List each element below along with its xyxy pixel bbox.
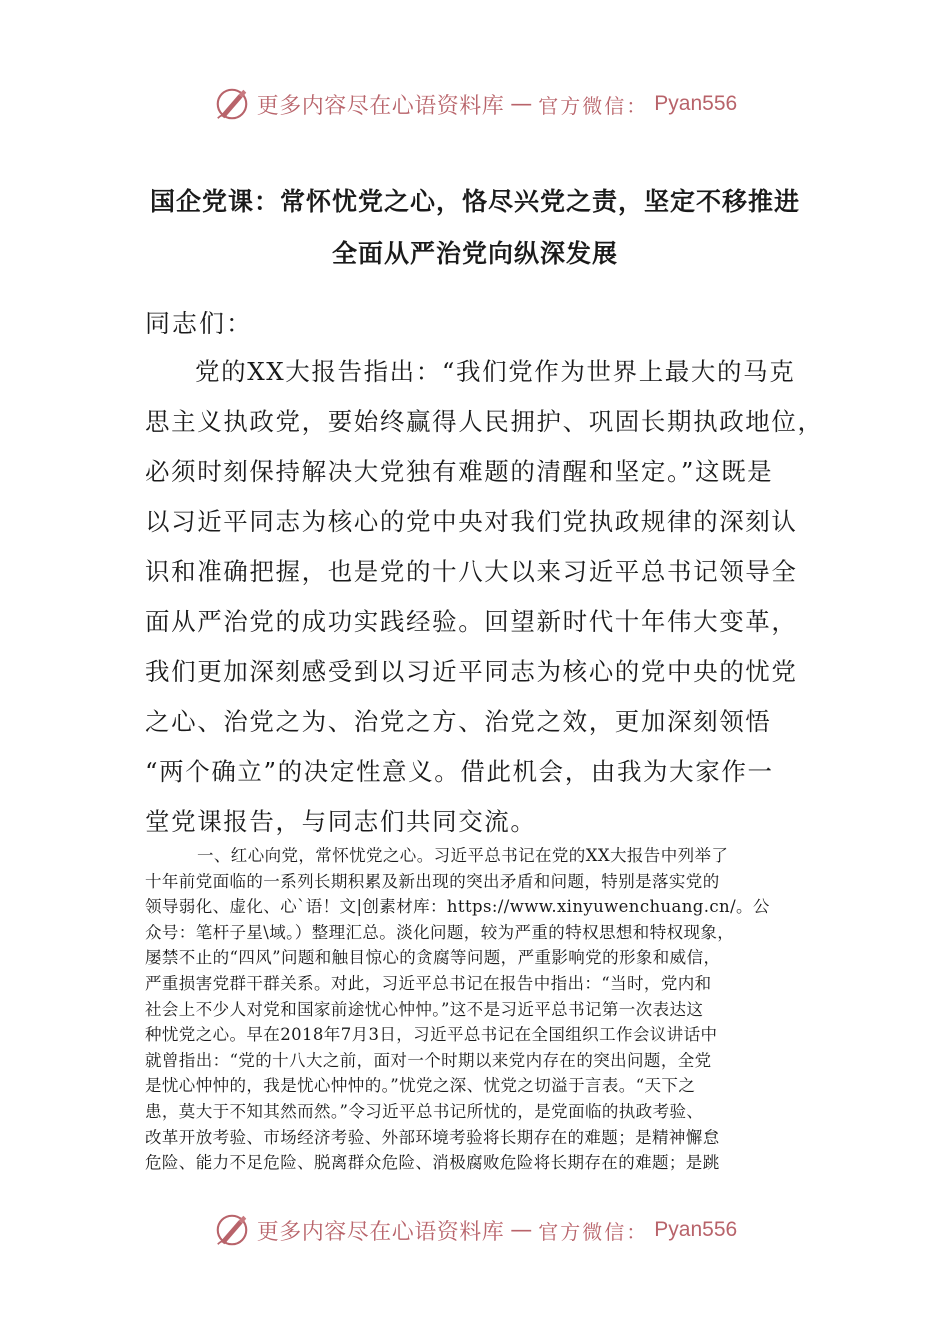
paragraph-line: “两个确立”的决定性意义。借此机会，由我为大家作一: [145, 757, 774, 786]
watermark-text: 更多内容尽在心语资料库: [256, 1219, 505, 1245]
watermark-wechat-id: Pyan556: [654, 1218, 738, 1241]
section-line: 是忧心忡忡的，我是忧心忡忡的。”忧党之深、忧党之切溢于言表。“天下之: [145, 1076, 696, 1096]
section-line: 就曾指出：“党的十八大之前，面对一个时期以来党内存在的突出问题，全党: [145, 1050, 712, 1070]
paragraph-line: 堂党课报告，与同志们共同交流。: [145, 807, 537, 836]
paragraph-line: 党的XX大报告指出：“我们党作为世界上最大的马克: [195, 357, 796, 386]
watermark-text: 更多内容尽在心语资料库: [256, 93, 505, 119]
pen-logo-icon: [213, 1211, 251, 1249]
paragraph-line: 面从严治党的成功实践经验。回望新时代十年伟大变革，: [145, 607, 798, 636]
section-line: 十年前党面临的一系列长期积累及新出现的突出矛盾和问题，特别是落实党的: [145, 871, 720, 891]
section-line: 严重损害党群干群关系。对此，习近平总书记在报告中指出：“当时，党内和: [145, 973, 712, 993]
section-line: 屡禁不止的“四风”问题和触目惊心的贪腐等问题，严重影响党的形象和威信，: [145, 948, 721, 968]
paragraph-line: 必须时刻保持解决大党独有难题的清醒和坚定。”这既是: [145, 457, 774, 486]
watermark-separator: —: [510, 91, 533, 117]
section-line: 患，莫大于不知其然而然。”令习近平总书记所忧的，是党面临的执政考验、: [145, 1101, 704, 1121]
paragraph-line: 识和准确把握，也是党的十八大以来习近平总书记领导全: [145, 557, 798, 586]
watermark-wechat-label: 官方微信：: [538, 1219, 649, 1244]
document-title: [120, 176, 830, 280]
intro-paragraph: [145, 350, 824, 850]
section-line: 种忧党之心。早在2018年7月3日，习近平总书记在全国组织工作会议讲话中: [145, 1025, 718, 1045]
section-line: 领导弱化、虚化、心`语！文|创素材库：https://www.xinyuwenchuang.cn/。公: [145, 897, 770, 917]
title-line-1: 国企党课：常怀忧党之心，恪尽兴党之责，坚定不移推进: [149, 187, 800, 216]
greeting: 同志们：: [145, 309, 254, 338]
title-line-2: 全面从严治党向纵深发展: [331, 239, 618, 268]
watermark-wechat-label: 官方微信：: [538, 93, 649, 118]
paragraph-line: 以习近平同志为核心的党中央对我们党执政规律的深刻认: [145, 507, 798, 536]
pen-logo-icon: [213, 85, 251, 123]
paragraph-line: 思主义执政党，要始终赢得人民拥护、巩固长期执政地位，: [145, 407, 824, 436]
watermark-separator: —: [510, 1217, 533, 1243]
section-line: 危险、能力不足危险、脱离群众危险、消极腐败危险将长期存在的难题；是跳: [145, 1153, 720, 1173]
section-line: 改革开放考验、市场经济考验、外部环境考验将长期存在的难题；是精神懈怠: [145, 1127, 720, 1147]
watermark-banner-top: [0, 82, 950, 126]
section-line: 一、红心向党，常怀忧党之心。习近平总书记在党的XX大报告中列举了: [197, 846, 729, 865]
watermark-wechat-id: Pyan556: [654, 92, 738, 115]
watermark-banner-bottom: [0, 1208, 950, 1252]
paragraph-line: 之心、治党之为、治党之方、治党之效，更加深刻领悟: [145, 707, 772, 736]
section-one-paragraph: [145, 843, 810, 1176]
section-line: 众号：笔杆子星\域。）整理汇总。淡化问题，较为严重的特权思想和特权现象，: [145, 922, 735, 942]
section-line: 社会上不少人对党和国家前途忧心忡忡。”这不是习近平总书记第一次表达这: [145, 999, 704, 1019]
paragraph-line: 我们更加深刻感受到以习近平同志为核心的党中央的忧党: [145, 657, 798, 686]
